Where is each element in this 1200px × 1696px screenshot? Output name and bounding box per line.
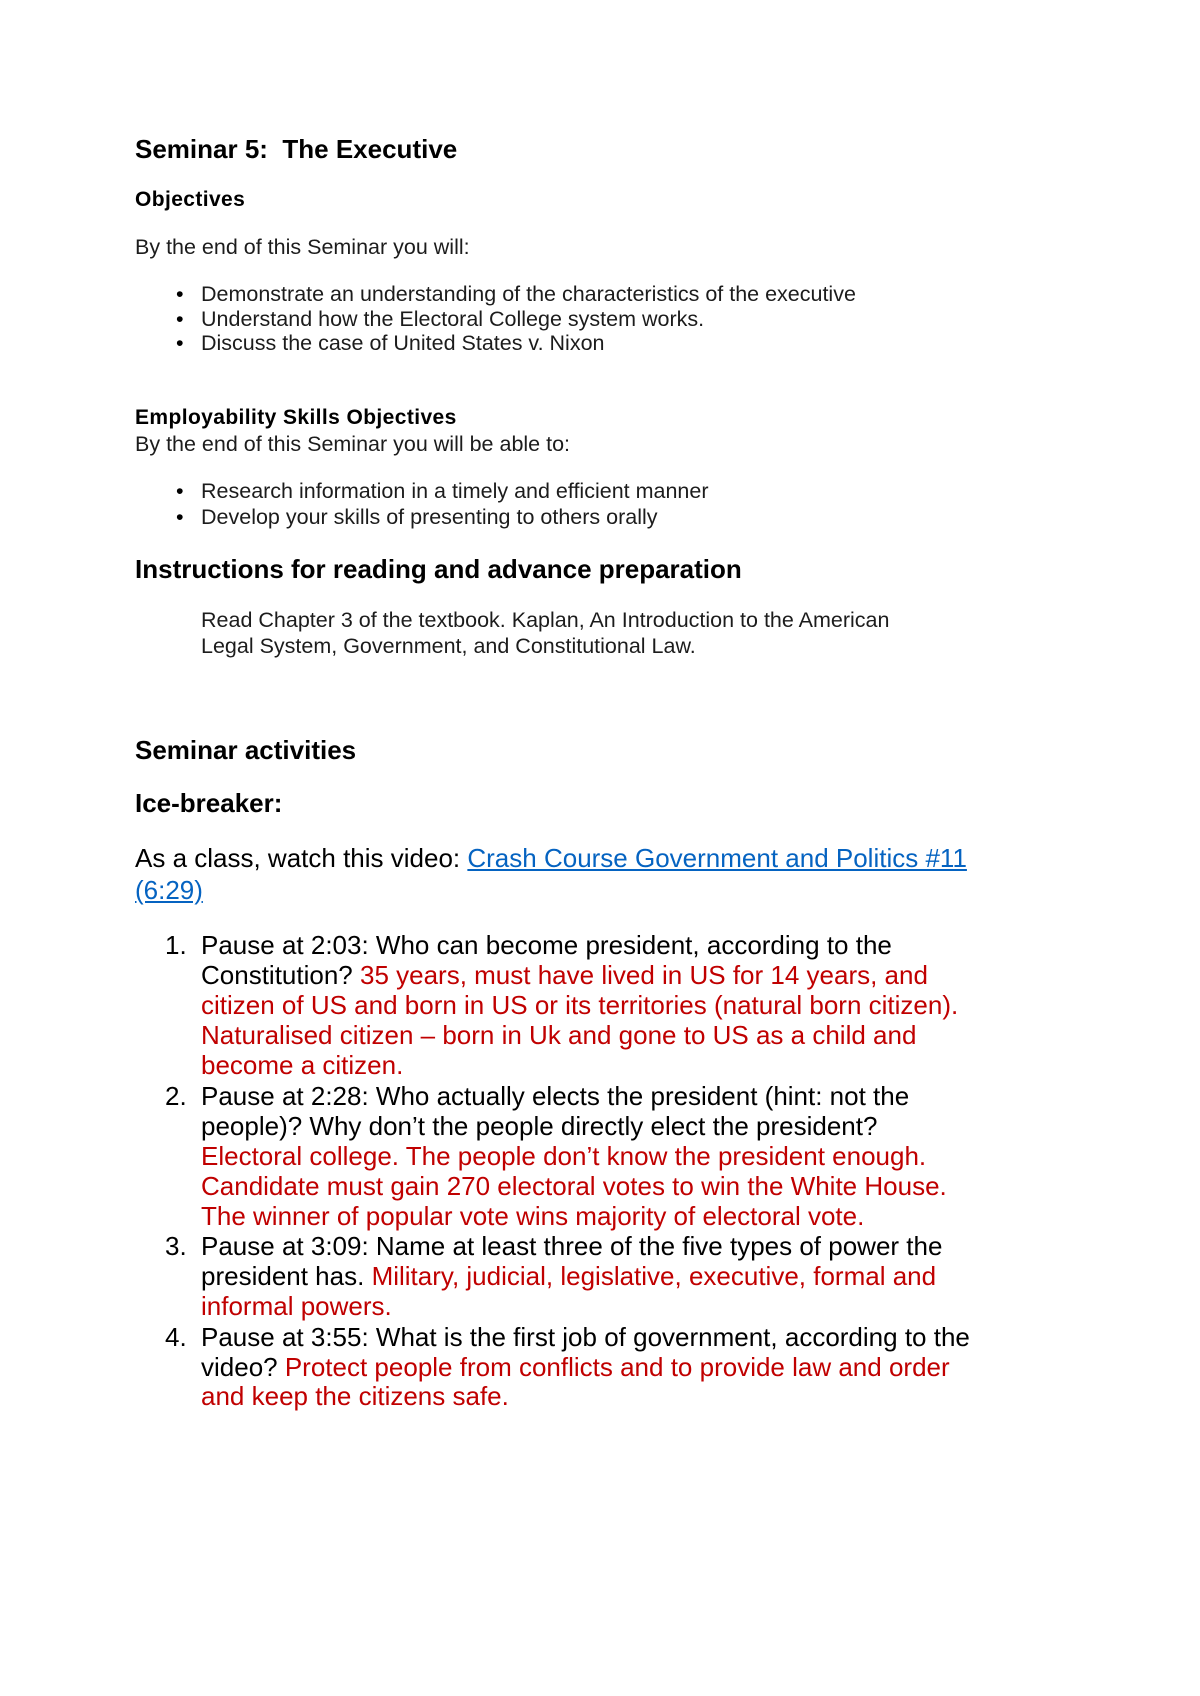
question-line — [201, 960, 928, 990]
answer-text: 35 years, must have lived in US for 14 years, and — [359, 960, 928, 990]
question-line — [201, 1261, 936, 1291]
objectives-intro: By the end of this Seminar you will: — [135, 235, 470, 259]
question-line — [201, 1111, 877, 1141]
video-prompt: As a class, watch this video: — [135, 843, 468, 873]
question-number: 3. — [165, 1231, 187, 1261]
objective-item: • Understand how the Electoral College system works. — [201, 306, 704, 332]
objective-item: • Demonstrate an understanding of the characteristics of the executive — [201, 281, 856, 307]
employability-item: • Develop your skills of presenting to others orally — [201, 504, 658, 530]
question-number: 2. — [165, 1081, 187, 1111]
video-link-duration[interactable]: (6:29) — [135, 875, 203, 905]
question-line — [165, 930, 892, 960]
answer-line — [201, 990, 958, 1020]
employability-intro: By the end of this Seminar you will be able to: — [135, 432, 571, 456]
activities-heading: Seminar activities — [135, 735, 357, 765]
question-text: Pause at 2:28: Who actually elects the president (hint: not the — [201, 1081, 910, 1111]
question-number: 1. — [165, 930, 187, 960]
answer-text: and keep the citizens safe. — [201, 1381, 509, 1411]
video-link-line — [135, 875, 203, 905]
answer-text: Protect people from conflicts and to provide law and order — [284, 1352, 950, 1382]
answer-text: Naturalised citizen – born in Uk and gone to US as a child and — [201, 1020, 917, 1050]
answer-text: informal powers. — [201, 1291, 392, 1321]
answer-text: become a citizen. — [201, 1050, 404, 1080]
question-text: Constitution? — [201, 960, 360, 990]
page-title: Seminar 5: The Executive — [135, 134, 458, 164]
objective-item: • Discuss the case of United States v. Nixon — [201, 330, 605, 356]
answer-text: The winner of popular vote wins majority of electoral vote. — [201, 1201, 865, 1231]
question-text: video? — [201, 1352, 285, 1382]
answer-text: Candidate must gain 270 electoral votes to win the White House. — [201, 1171, 947, 1201]
question-text: president has. — [201, 1261, 372, 1291]
answer-line — [201, 1171, 947, 1201]
employability-heading: Employability Skills Objectives — [135, 406, 457, 429]
employability-item: • Research information in a timely and efficient manner — [201, 478, 709, 504]
question-line — [165, 1322, 970, 1352]
answer-text: Military, judicial, legislative, executive, formal and — [371, 1261, 937, 1291]
icebreaker-heading: Ice-breaker: — [135, 788, 283, 818]
question-text: Pause at 2:03: Who can become president, according to the — [201, 930, 892, 960]
question-line — [165, 1081, 910, 1111]
video-prompt-line — [135, 843, 967, 873]
answer-line — [201, 1381, 509, 1411]
question-line — [201, 1352, 950, 1382]
answer-text: Electoral college. The people don’t know the president enough. — [201, 1141, 927, 1171]
instructions-text-line: Legal System, Government, and Constitutional Law. — [201, 634, 696, 658]
instructions-text-line: Read Chapter 3 of the textbook. Kaplan, An Introduction to the American — [201, 608, 890, 632]
answer-line — [201, 1020, 916, 1050]
question-line — [165, 1231, 943, 1261]
question-text: Pause at 3:09: Name at least three of the five types of power the — [201, 1231, 943, 1261]
answer-line — [201, 1291, 392, 1321]
question-text: Pause at 3:55: What is the first job of government, according to the — [201, 1322, 970, 1352]
instructions-heading: Instructions for reading and advance preparation — [135, 554, 742, 584]
objectives-heading: Objectives — [135, 188, 246, 211]
answer-line — [201, 1050, 403, 1080]
answer-line — [201, 1141, 926, 1171]
answer-line — [201, 1201, 864, 1231]
question-text: people)? Why don’t the people directly elect the president? — [201, 1111, 878, 1141]
question-number: 4. — [165, 1322, 187, 1352]
answer-text: citizen of US and born in US or its territories (natural born citizen). — [201, 990, 959, 1020]
video-link[interactable]: Crash Course Government and Politics #11 — [467, 843, 967, 873]
